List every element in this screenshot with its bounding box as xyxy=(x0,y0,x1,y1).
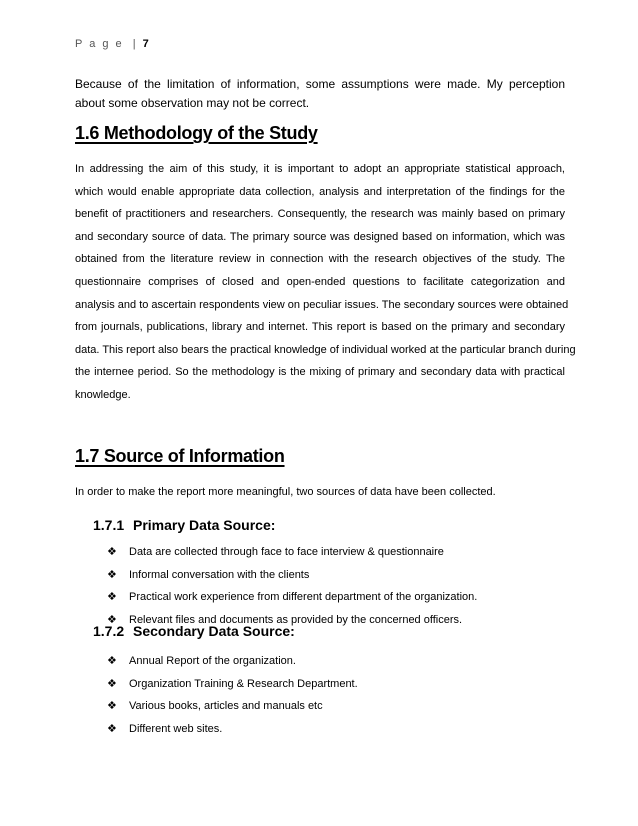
section-heading-methodology: 1.6 Methodology of the Study xyxy=(75,123,318,143)
diamond-bullet-icon: ❖ xyxy=(107,612,117,626)
section-heading-source-of-information: 1.7 Source of Information xyxy=(75,446,285,466)
subheading-title: Primary Data Source: xyxy=(133,517,276,533)
diamond-bullet-icon: ❖ xyxy=(107,699,117,713)
primary-source-list xyxy=(107,541,477,631)
subheading-primary-data-source xyxy=(93,517,275,533)
paragraph-line: the internee period. So the methodology is the mixing of primary and secondary data with practical xyxy=(75,366,565,379)
secondary-source-list xyxy=(107,650,358,740)
paragraph-line: knowledge. xyxy=(75,388,131,401)
methodology-paragraph xyxy=(75,158,576,407)
list-item xyxy=(107,650,358,673)
list-item xyxy=(107,718,358,741)
paragraph-line: benefit of practitioners and researchers. Consequently, the research was mainly based on primary xyxy=(75,208,565,221)
paragraph-line: In addressing the aim of this study, it is important to adopt an appropriate statistical approach, xyxy=(75,163,565,175)
subheading-title: Secondary Data Source: xyxy=(133,623,295,639)
paragraph-line: and secondary source of data. The primary source was designed based on information, which was xyxy=(75,230,565,243)
list-item xyxy=(107,564,477,587)
diamond-bullet-icon: ❖ xyxy=(107,721,117,735)
subheading-secondary-data-source xyxy=(93,623,295,639)
subheading-number: 1.7.2 xyxy=(93,623,125,639)
page-label: P a g e xyxy=(75,38,124,50)
paragraph-line: data. This report also bears the practical knowledge of individual worked at the particular branch during xyxy=(75,343,576,356)
paragraph-line: from journals, publications, library and internet. This report is based on the primary and secondary xyxy=(75,321,565,334)
list-item xyxy=(107,586,477,609)
list-item xyxy=(107,695,358,718)
list-item-text: Different web sites. xyxy=(129,722,223,735)
paragraph-line: obtained from the literature review in connection with the research objectives of the study. The xyxy=(75,253,565,266)
diamond-bullet-icon: ❖ xyxy=(107,545,117,558)
page-header xyxy=(75,38,149,50)
list-item-text: Organization Training & Research Department. xyxy=(129,677,358,690)
subheading-number: 1.7.1 xyxy=(93,517,125,533)
list-item xyxy=(107,673,358,696)
diamond-bullet-icon: ❖ xyxy=(107,567,117,581)
source-intro-paragraph: In order to make the report more meaningful, two sources of data have been collected. xyxy=(75,486,496,498)
paragraph-line: which would enable appropriate data collection, analysis and interpretation of the findings for the xyxy=(75,185,565,198)
list-item-text: Relevant files and documents as provided by the concerned officers. xyxy=(129,613,463,626)
page-number: 7 xyxy=(142,38,149,50)
intro-paragraph: Because of the limitation of information, some assumptions were made. My perception about some observation may not be correct. xyxy=(75,77,565,110)
list-item-text: Data are collected through face to face interview & questionnaire xyxy=(129,546,444,558)
list-item xyxy=(107,541,477,564)
list-item-text: Annual Report of the organization. xyxy=(129,655,296,667)
diamond-bullet-icon: ❖ xyxy=(107,590,117,604)
page-separator: | xyxy=(132,38,136,50)
list-item-text: Practical work experience from different department of the organization. xyxy=(129,591,478,604)
list-item-text: Informal conversation with the clients xyxy=(129,568,310,581)
paragraph-line: analysis and to ascertain respondents view on peculiar issues. The secondary sources were obtained xyxy=(75,298,569,311)
list-item-text: Various books, articles and manuals etc xyxy=(129,700,323,713)
diamond-bullet-icon: ❖ xyxy=(107,676,117,690)
diamond-bullet-icon: ❖ xyxy=(107,654,117,667)
paragraph-line: questionnaire comprises of closed and open-ended questions to facilitate categorization and xyxy=(75,275,565,288)
